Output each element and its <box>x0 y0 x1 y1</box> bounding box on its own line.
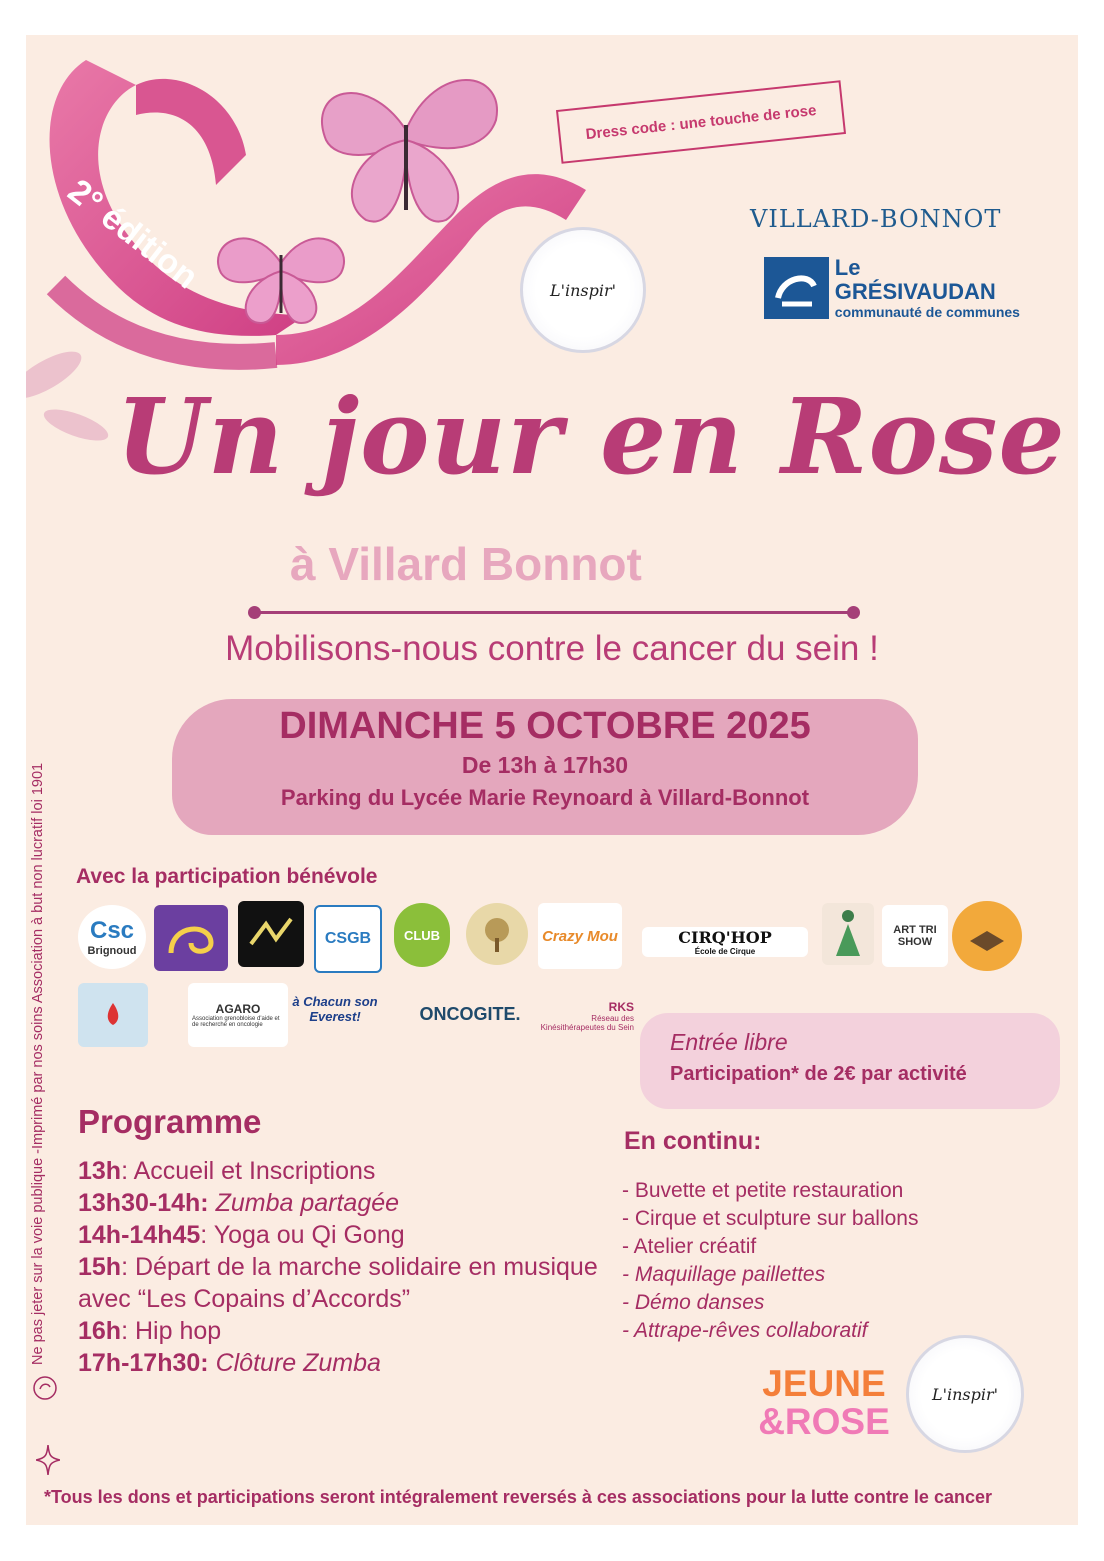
en-continu-item: - Buvette et petite restauration <box>622 1179 904 1202</box>
partner-logo-crazy-mou <box>538 903 622 969</box>
programme-item: 13h30-14h: Zumba partagée <box>78 1189 400 1217</box>
partner-logo-csc <box>78 905 146 969</box>
programme-item <box>78 1315 618 1347</box>
programme-time: 16h <box>78 1317 122 1345</box>
date-box <box>172 699 918 835</box>
partner-rks-text: RKS <box>608 1000 634 1014</box>
partner-csgb-text: CSGB <box>324 930 372 947</box>
programme-item <box>78 1155 618 1187</box>
gresivaudan-emblem-icon <box>764 257 829 319</box>
partner-artshow-text: ART TRI SHOW <box>893 924 937 948</box>
programme-text: : Départ de la marche solidaire en musique avec “Les Copains d’Accords” <box>78 1253 598 1313</box>
villard-bonnot-text: VILLARD-BONNOT <box>750 205 1002 233</box>
en-continu-item: - Démo danses <box>622 1291 765 1314</box>
programme-time: 13h <box>78 1157 122 1185</box>
poster-subtitle: à Villard Bonnot <box>290 538 642 590</box>
en-continu-item: - Cirque et sculpture sur ballons <box>622 1207 919 1230</box>
programme-time: 15h <box>78 1253 122 1281</box>
edition-label: 2° édition <box>60 171 206 297</box>
programme-text: : Hip hop <box>121 1317 222 1345</box>
divider-dot-left <box>248 606 261 619</box>
programme-time: 17h-17h30 <box>78 1349 201 1377</box>
gresivaudan-title: Le GRÉSIVAUDAN <box>834 255 996 304</box>
poster-title: Un jour en Rose <box>116 375 1066 498</box>
sparkle-icon <box>36 1445 60 1475</box>
footer-note: *Tous les dons et participations seront intégralement reversés à ces associations pour la lutte contre le cancer <box>44 1487 992 1507</box>
villard-bonnot-logo <box>750 205 1020 245</box>
programme-text: : Accueil et Inscriptions <box>121 1157 376 1185</box>
programme-item <box>78 1219 618 1251</box>
en-continu-title: En continu: <box>624 1127 762 1155</box>
partner-agaro-text: AGARO <box>215 1002 261 1016</box>
recycle-icon <box>32 1375 58 1401</box>
participation-price: Participation* de 2€ par activité <box>670 1063 967 1085</box>
inspir-logo <box>520 227 646 353</box>
inspir-logo-bottom <box>906 1335 1024 1453</box>
leaves-left-icon <box>26 343 112 447</box>
divider-dot-right <box>847 606 860 619</box>
en-continu-item: - Attrape-rêves collaboratif <box>622 1319 868 1342</box>
event-place: Parking du Lycée Marie Reynoard à Villard-Bonnot <box>280 785 810 810</box>
en-continu-item: - Atelier créatif <box>622 1235 757 1258</box>
partner-logo-oncogite <box>412 983 528 1045</box>
partner-cirqhop-sub: École de Cirque <box>694 947 756 956</box>
partners-heading: Avec la participation bénévole <box>76 865 378 888</box>
programme-text: Zumba partagée <box>215 1189 400 1217</box>
entree-libre: Entrée libre <box>670 1029 788 1055</box>
partner-logo-tous-unis-icon <box>78 983 148 1047</box>
inspir-logo-text: L'inspir' <box>549 280 617 300</box>
partner-club-text: CLUB <box>403 927 441 943</box>
partner-logo-tree-icon <box>466 903 528 965</box>
partner-logo-hands-icon <box>952 901 1022 971</box>
event-date: DIMANCHE 5 OCTOBRE 2025 <box>279 705 811 747</box>
en-continu-list <box>622 1177 1042 1345</box>
rose-text: &ROSE <box>758 1401 890 1442</box>
partner-oncogite-text: ONCOGITE. <box>419 1003 521 1024</box>
jeune-rose-logo <box>754 1365 894 1445</box>
divider <box>254 611 854 614</box>
programme-item: 17h-17h30: Clôture Zumba <box>78 1349 381 1377</box>
gresivaudan-logo <box>764 255 1024 321</box>
partner-cirqhop-text: CIRQ'HOP <box>678 928 772 947</box>
inspir-logo-bottom-text: L'inspir' <box>931 1384 999 1404</box>
partner-logo-agaro <box>188 983 288 1047</box>
programme-time: 14h-14h45 <box>78 1221 201 1249</box>
butterfly-large-icon <box>322 80 497 222</box>
partner-everest-text: à Chacun son Everest! <box>292 994 378 1024</box>
gresivaudan-subtitle: communauté de communes <box>834 304 1020 320</box>
partner-logo-cirqhop <box>642 927 808 957</box>
programme-list <box>78 1155 618 1379</box>
programme-title: Programme <box>78 1103 262 1140</box>
side-legal-text: Ne pas jeter sur la voie publique -Imprimé par nos soins Association à but non lucratif loi 1901 <box>30 762 46 1365</box>
partner-csc-sub: Brignoud <box>87 945 137 957</box>
partner-logo-csgb <box>314 905 382 973</box>
programme-item <box>78 1251 618 1315</box>
jeune-text: JEUNE <box>762 1363 886 1404</box>
entree-box <box>640 1013 1060 1109</box>
programme-text: : Yoga ou Qi Gong <box>200 1221 405 1249</box>
partner-logo-club <box>394 903 450 967</box>
event-hours: De 13h à 17h30 <box>461 752 629 778</box>
en-continu-item: - Maquillage paillettes <box>622 1263 826 1286</box>
partner-logo-art-tri-show <box>882 905 948 967</box>
programme-text: Clôture Zumba <box>215 1349 381 1377</box>
dress-code-text: Dress code : une touche de rose <box>584 101 818 143</box>
tagline: Mobilisons-nous contre le cancer du sein ! <box>225 629 879 668</box>
partner-logo-figurine-icon <box>822 903 874 965</box>
partner-rks-sub: Réseau des Kinésithérapeutes du Sein <box>540 1014 634 1032</box>
partner-csc-text: Csc <box>89 917 135 944</box>
partner-logo-zumba-icon <box>238 901 304 967</box>
partner-logo-expression-icon <box>154 905 228 971</box>
programme-time: 13h30-14h <box>78 1189 201 1217</box>
partner-logo-rks <box>538 983 634 1049</box>
partner-logo-everest <box>278 973 392 1045</box>
partner-crazy-text: Crazy Mou <box>542 927 618 945</box>
partner-agaro-sub: Association grenobloise d'aide et de recherche en oncologie <box>192 1016 280 1028</box>
poster <box>26 35 1078 1525</box>
